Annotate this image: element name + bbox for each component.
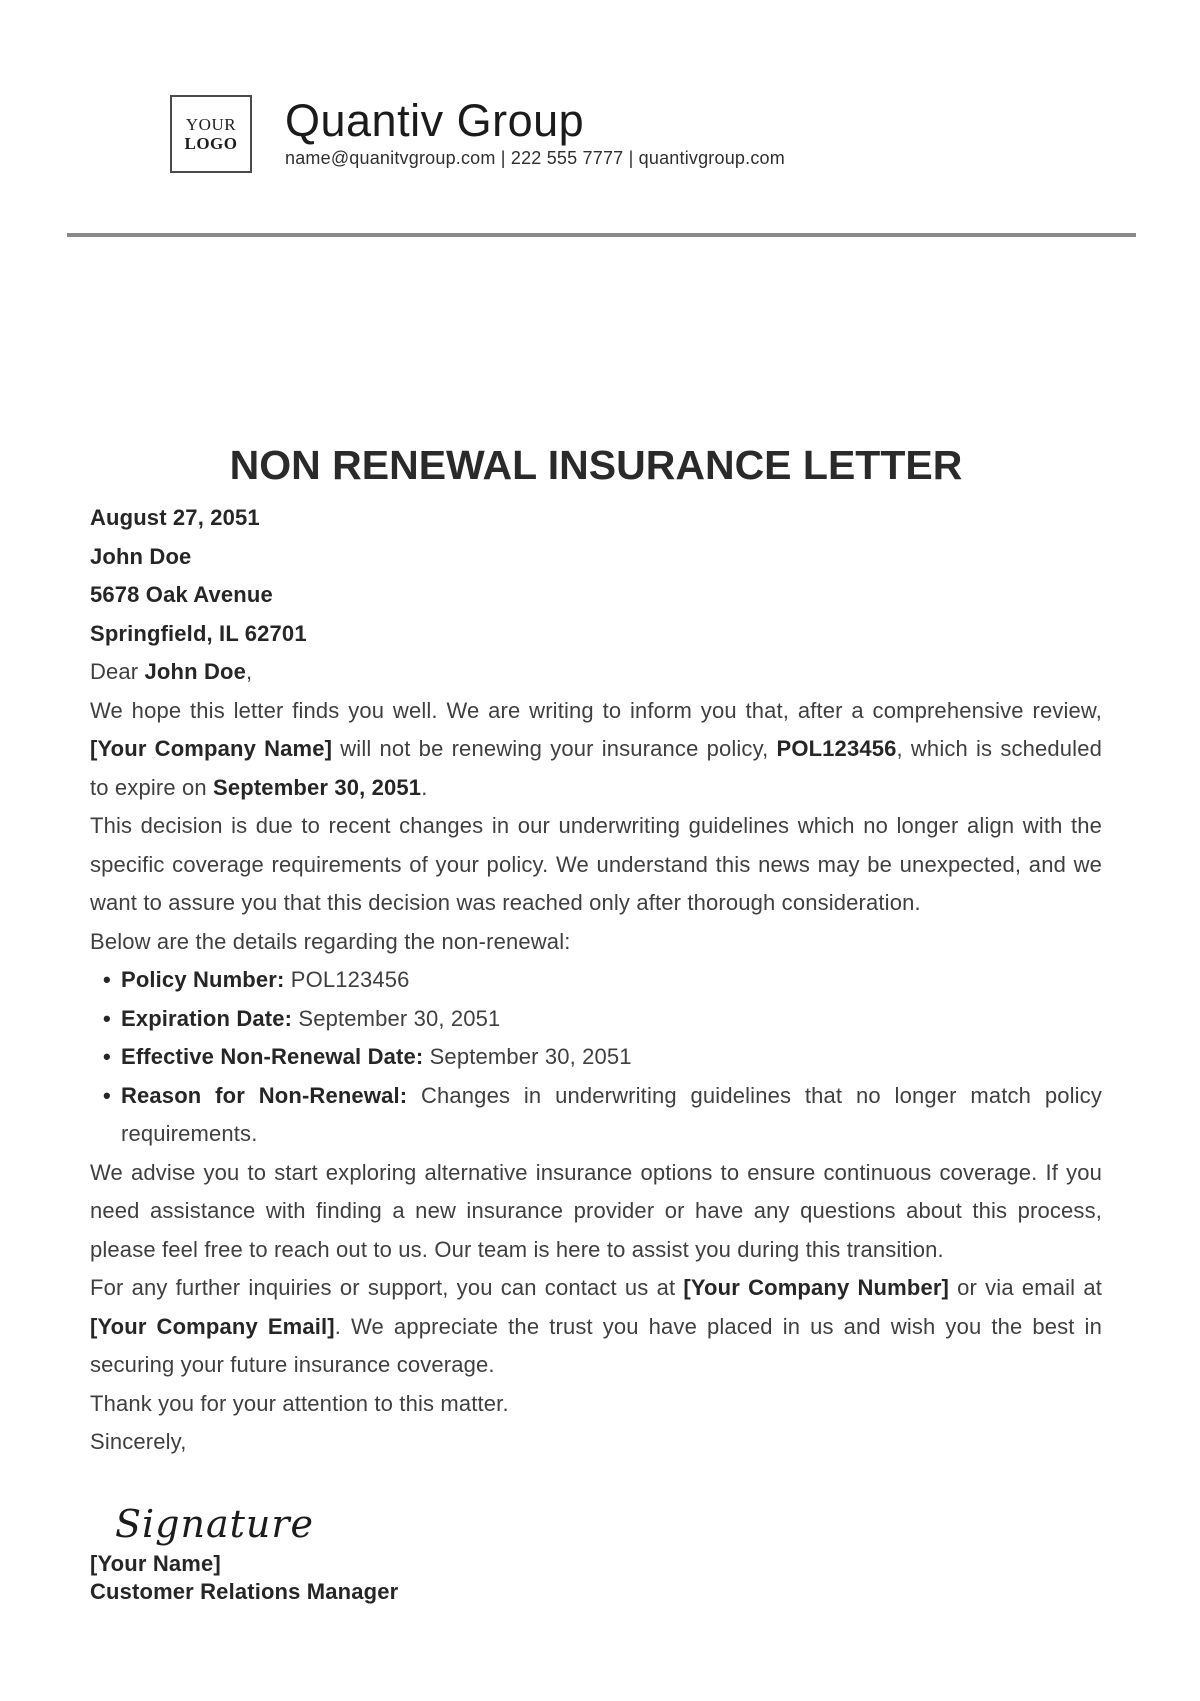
- detail-item-expiration-date: • Expiration Date: September 30, 2051: [90, 1000, 1102, 1039]
- letter-title: NON RENEWAL INSURANCE LETTER: [229, 442, 963, 488]
- detail-item-reason: • Reason for Non-Renewal: Changes in underwriting guidelines that no longer match policy requirements.: [90, 1077, 1102, 1154]
- details-list: [90, 961, 1102, 1154]
- date-line: August 27, 2051: [90, 505, 260, 530]
- company-name: Quantiv Group: [285, 95, 585, 146]
- detail-item-policy-number: • Policy Number: POL123456: [90, 961, 1102, 1000]
- closing-sincerely: Sincerely,: [90, 1429, 187, 1454]
- paragraph-reason: This decision is due to recent changes in our underwriting guidelines which no longer align with the specific coverage requirements of your policy. We understand this news may be unexpected, and we want to assure you that this decision was reached only after thorough consideration.: [90, 813, 1102, 915]
- paragraph-contact: For any further inquiries or support, you can contact us at [Your Company Number] or via email at [Your Company Email]. We appreciate the trust you have placed in us and wish you the best in securing your future insurance coverage.: [90, 1275, 1102, 1377]
- recipient-city: Springfield, IL 62701: [90, 620, 307, 646]
- details-intro: Below are the details regarding the non-renewal:: [90, 928, 571, 954]
- recipient-street: 5678 Oak Avenue: [90, 582, 273, 607]
- header-divider: [67, 233, 1136, 237]
- paragraph-advice: We advise you to start exploring alternative insurance options to ensure continuous coverage. If you need assistance with finding a new insurance provider or have any questions about this process, please feel free to reach out to us. Our team is here to assist you during this transition.: [90, 1159, 1102, 1262]
- brand-block: [285, 95, 785, 169]
- letterhead: [170, 95, 785, 173]
- recipient-name: John Doe: [90, 543, 192, 569]
- detail-item-effective-date: • Effective Non-Renewal Date: September 30, 2051: [90, 1038, 1102, 1077]
- letter-body: [90, 443, 1102, 1606]
- logo-placeholder-line1: YOUR: [185, 115, 237, 134]
- contact-line: name@quanitvgroup.com | 222 555 7777 | quantivgroup.com: [285, 148, 785, 168]
- sender-name: [Your Name]: [90, 1550, 221, 1576]
- signature-script: Signature: [115, 1501, 315, 1546]
- paragraph-intro: We hope this letter finds you well. We are writing to inform you that, after a comprehensive review, [Your Company Name] will not be renewing your insurance policy, POL123456, which is scheduled to expire on September 30, 2051.: [90, 697, 1102, 800]
- salutation: Dear John Doe,: [90, 659, 253, 684]
- closing-thanks: Thank you for your attention to this matter.: [90, 1390, 509, 1416]
- sender-title: Customer Relations Manager: [90, 1578, 399, 1604]
- logo-placeholder: [170, 95, 252, 173]
- logo-placeholder-line2: LOGO: [184, 134, 238, 153]
